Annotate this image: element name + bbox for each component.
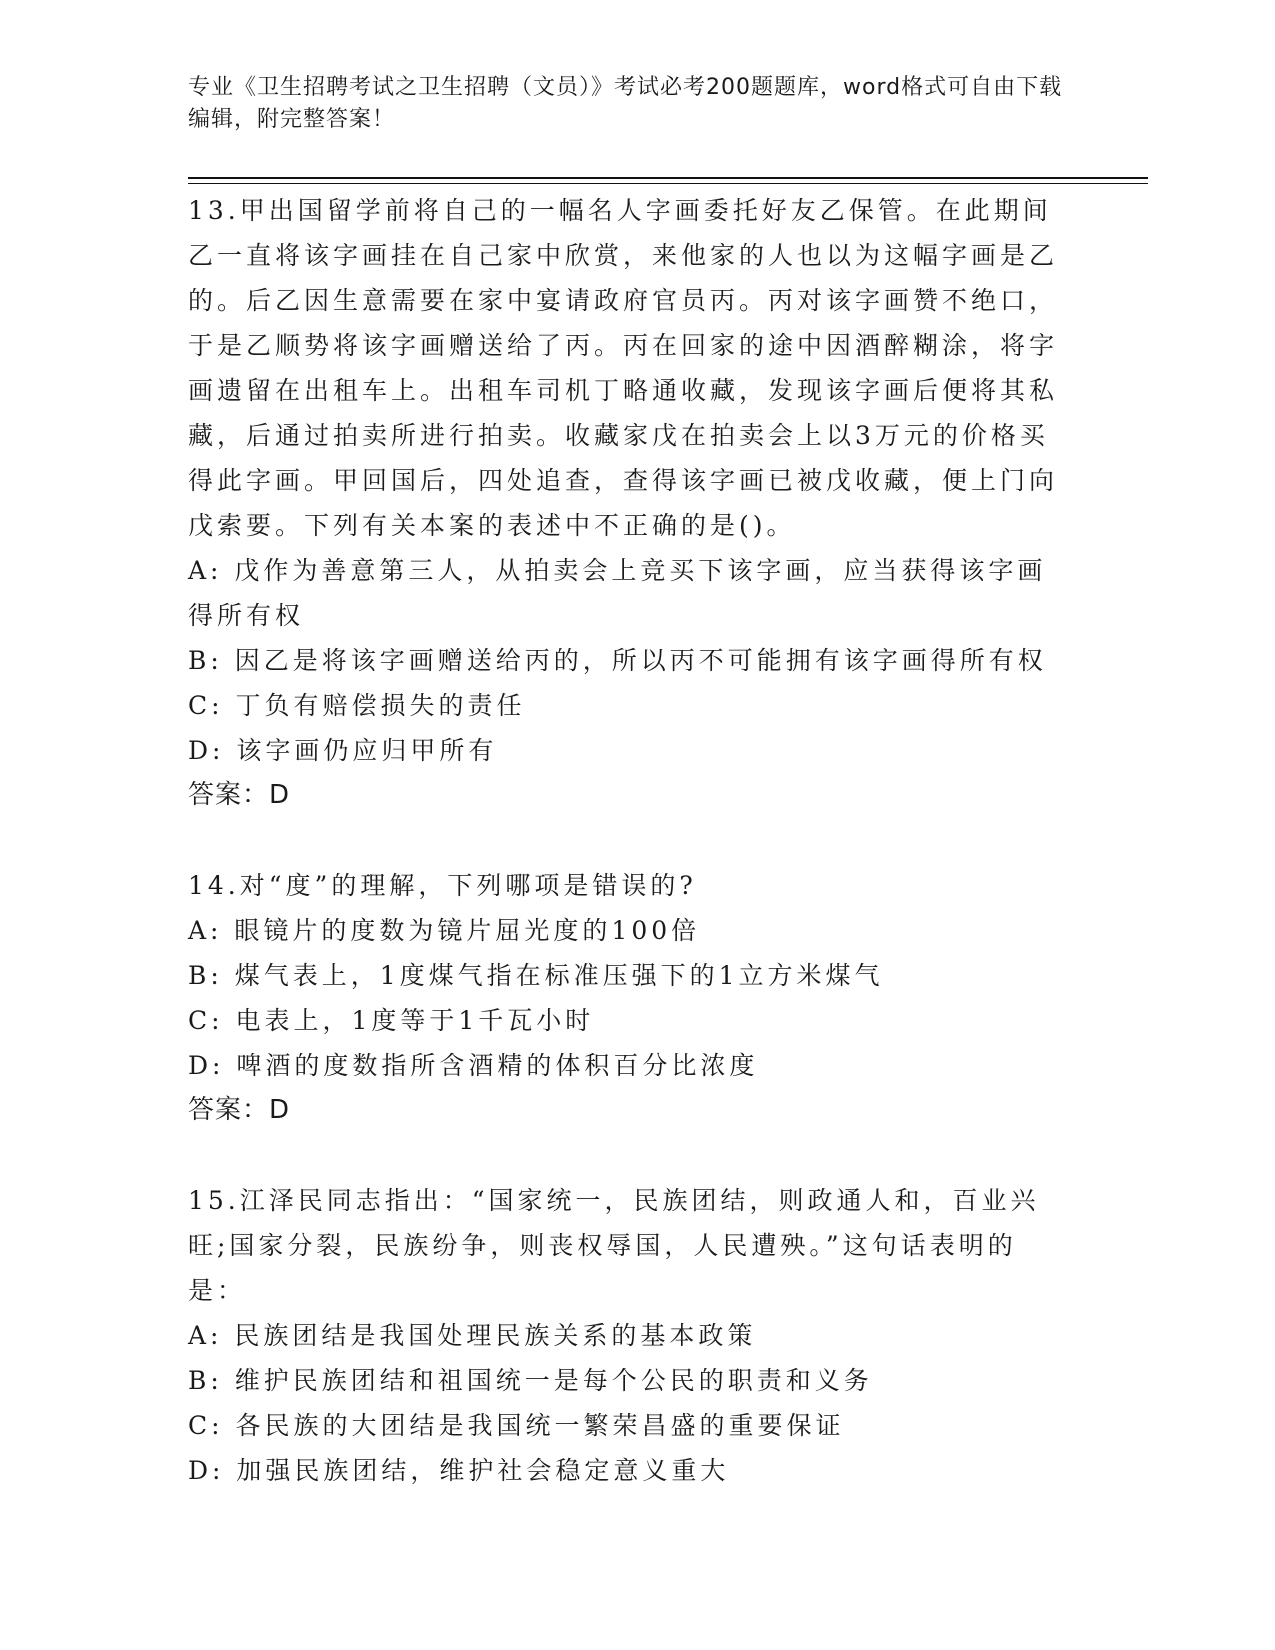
option-c: C: 丁负有赔偿损失的责任 [188, 691, 526, 720]
header-divider-thin [188, 183, 1148, 184]
question-spacer [188, 818, 1068, 863]
option-d: D: 加强民族团结，维护社会稳定意义重大 [188, 1456, 730, 1485]
question-stem: 14.对“度”的理解，下列哪项是错误的? [188, 871, 697, 900]
question-stem: 13.甲出国留学前将自己的一幅名人字画委托好友乙保管。在此期间乙一直将该字画挂在自己家中欣赏，来他家的人也以为这幅字画是乙的。后乙因生意需要在家中宴请政府官员丙。丙对该字画赞不绝口，于是乙顺势将该字画赠送给了丙。丙在回家的途中因酒醉糊涂，将字画遗留在出租车上。出租车司机丁略通收藏，发现该字画后便将其私藏，后通过拍卖所进行拍卖。收藏家戊在拍卖会上以3万元的价格买得此字画。甲回国后，四处追查，查得该字画已被戊收藏，便上门向戊索要。下列有关本案的表述中不正确的是()。 [188, 196, 1059, 540]
option-d: D: 该字画仍应归甲所有 [188, 736, 498, 765]
question-spacer [188, 1133, 1068, 1178]
answer-line: 答案：D [188, 1095, 291, 1125]
page-header: 专业《卫生招聘考试之卫生招聘（文员）》考试必考200题题库，word格式可自由下载编辑，附完整答案！ [188, 75, 1063, 132]
option-c: C: 电表上，1度等于1千瓦小时 [188, 1006, 595, 1035]
option-b: B: 维护民族团结和祖国统一是每个公民的职责和义务 [188, 1366, 873, 1395]
header-divider-thick [188, 177, 1148, 179]
option-a: A: 戊作为善意第三人，从拍卖会上竞买下该字画，应当获得该字画得所有权 [188, 556, 1047, 630]
option-a: A: 民族团结是我国处理民族关系的基本政策 [188, 1321, 757, 1350]
question-14 [188, 863, 1068, 1133]
answer-line: 答案：D [188, 780, 291, 810]
question-list [188, 188, 1068, 1493]
question-15 [188, 1178, 1068, 1493]
option-d: D: 啤酒的度数指所含酒精的体积百分比浓度 [188, 1051, 759, 1080]
question-stem: 15.江泽民同志指出：“国家统一，民族团结，则政通人和，百业兴旺;国家分裂，民族纷争，则丧权辱国，人民遭殃。”这句话表明的是： [188, 1186, 1040, 1305]
option-a: A: 眼镜片的度数为镜片屈光度的100倍 [188, 916, 701, 945]
option-b: B: 因乙是将该字画赠送给丙的，所以丙不可能拥有该字画得所有权 [188, 646, 1047, 675]
option-c: C: 各民族的大团结是我国统一繁荣昌盛的重要保证 [188, 1411, 845, 1440]
option-b: B: 煤气表上，1度煤气指在标准压强下的1立方米煤气 [188, 961, 884, 990]
question-13 [188, 188, 1068, 818]
